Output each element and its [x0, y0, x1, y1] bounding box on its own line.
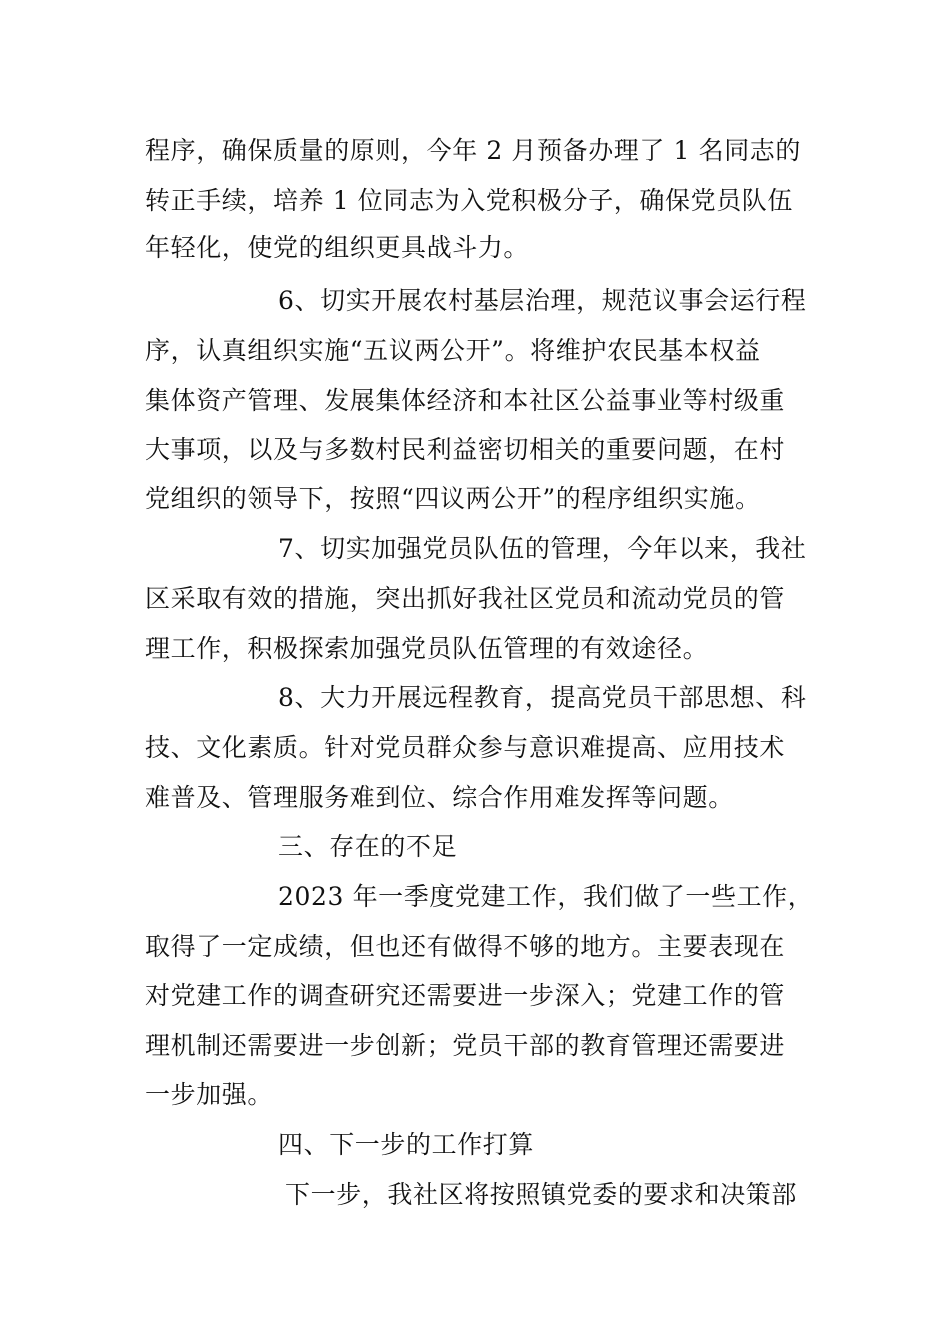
text-line: 对党建工作的调查研究还需要进一步深入；党建工作的管	[145, 981, 786, 1010]
text-line: 转正手续，培养 1 位同志为入党积极分子，确保党员队伍	[145, 186, 794, 215]
text-line: 难普及、管理服务难到位、综合作用难发挥等问题。	[145, 783, 734, 812]
paragraph-start-2023: 2023 年一季度党建工作，我们做了一些工作，	[278, 882, 814, 911]
paragraph-start-next-step: 下一步，我社区将按照镇党委的要求和决策部	[285, 1180, 798, 1209]
text-line: 党组织的领导下，按照“四议两公开”的程序组织实施。	[145, 484, 761, 513]
text-line: 技、文化素质。针对党员群众参与意识难提高、应用技术	[145, 733, 786, 762]
paragraph-start-8: 8、大力开展远程教育，提高党员干部思想、科	[278, 683, 807, 712]
text-line: 理机制还需要进一步创新；党员干部的教育管理还需要进	[145, 1031, 786, 1060]
text-line: 一步加强。	[145, 1080, 274, 1109]
section-heading-4: 四、下一步的工作打算	[278, 1130, 535, 1159]
text-line: 区采取有效的措施，突出抓好我社区党员和流动党员的管	[145, 584, 786, 613]
text-line: 大事项，以及与多数村民利益密切相关的重要问题，在村	[145, 435, 786, 464]
text-line: 集体资产管理、发展集体经济和本社区公益事业等村级重	[145, 386, 786, 415]
section-heading-3: 三、存在的不足	[278, 832, 458, 861]
text-line: 序，认真组织实施“五议两公开”。将维护农民基本权益	[145, 336, 761, 365]
text-line: 理工作，积极探索加强党员队伍管理的有效途径。	[145, 634, 709, 663]
text-line: 程序，确保质量的原则，今年 2 月预备办理了 1 名同志的	[145, 136, 802, 165]
paragraph-start-7: 7、切实加强党员队伍的管理，今年以来，我社	[278, 534, 807, 563]
paragraph-start-6: 6、切实开展农村基层治理，规范议事会运行程	[278, 286, 807, 315]
text-line: 取得了一定成绩，但也还有做得不够的地方。主要表现在	[145, 932, 786, 961]
text-line: 年轻化，使党的组织更具战斗力。	[145, 233, 530, 262]
